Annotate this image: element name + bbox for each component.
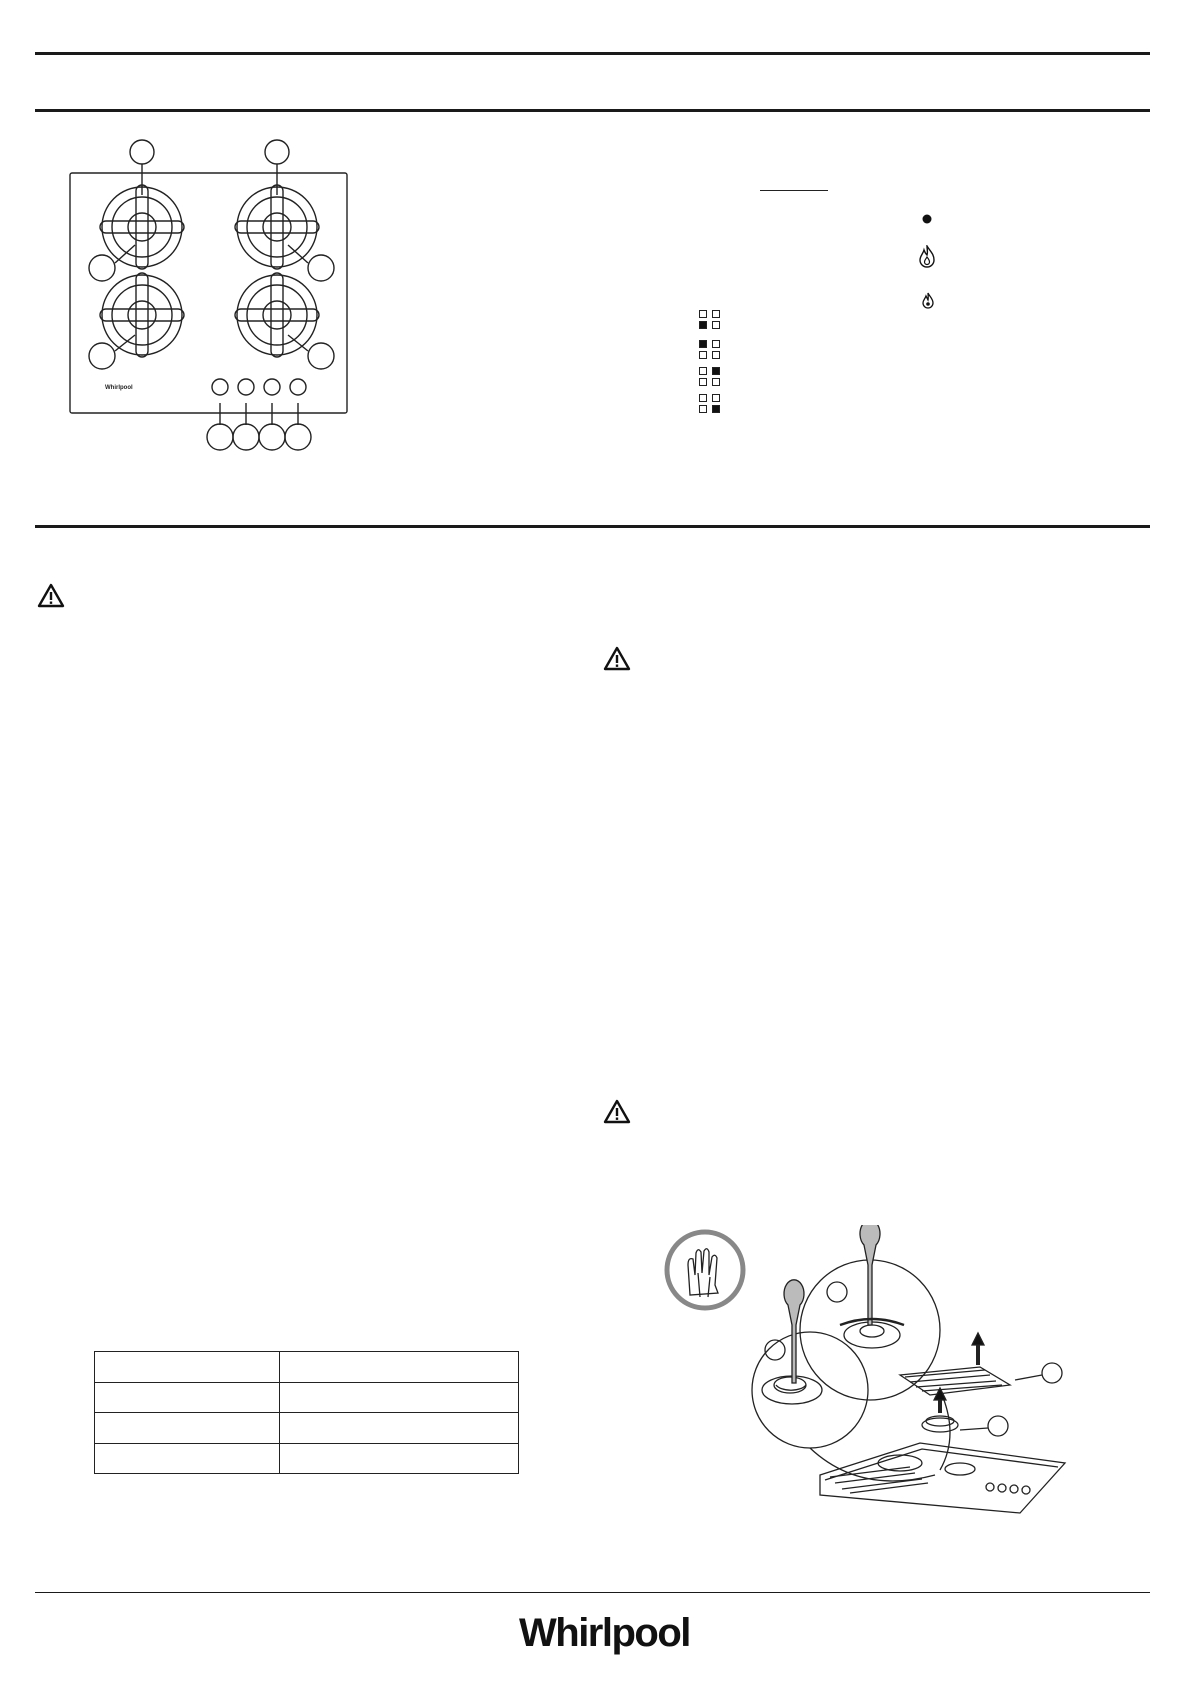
indicator-filled-square xyxy=(712,367,720,375)
indicator-empty-square xyxy=(699,378,707,386)
footer-rule xyxy=(35,1592,1150,1593)
callout-circle xyxy=(827,1282,847,1302)
indicator-grid xyxy=(699,310,723,410)
detail-circle xyxy=(752,1332,868,1448)
warning-triangle-icon xyxy=(603,646,631,672)
callout-circle xyxy=(1042,1363,1062,1383)
table-row xyxy=(95,1443,519,1474)
burner-front-left xyxy=(100,273,184,357)
indicator-empty-square xyxy=(712,378,720,386)
gloves-icon xyxy=(667,1232,743,1308)
indicator-empty-square xyxy=(712,310,720,318)
hob-logo: Whirlpool xyxy=(105,385,133,391)
flame-icon xyxy=(918,245,936,269)
callout-circle xyxy=(988,1416,1008,1436)
top-rule xyxy=(35,52,1150,55)
hob-diagram xyxy=(60,135,360,455)
callout-circle xyxy=(308,343,334,369)
indicator-empty-square xyxy=(712,351,720,359)
section-rule-1 xyxy=(35,109,1150,112)
table-row xyxy=(95,1413,519,1444)
burner-rear-left xyxy=(100,185,184,269)
spec-table xyxy=(94,1351,519,1474)
callout-circle xyxy=(308,255,334,281)
callout-circle xyxy=(130,140,154,164)
heading-underline xyxy=(760,190,828,191)
table-row xyxy=(95,1382,519,1413)
knob xyxy=(290,379,306,395)
callout-circle xyxy=(259,424,285,450)
knob xyxy=(212,379,228,395)
indicator-empty-square xyxy=(712,394,720,402)
hob-outline xyxy=(70,173,347,413)
indicator-empty-square xyxy=(699,351,707,359)
knob xyxy=(264,379,280,395)
indicator-empty-square xyxy=(699,310,707,318)
callout-circle xyxy=(89,343,115,369)
footer-brand-logo: Whirlpool xyxy=(519,1611,690,1655)
indicator-filled-square xyxy=(699,321,707,329)
callout-circle xyxy=(265,140,289,164)
maintenance-illustration xyxy=(660,1225,1100,1515)
indicator-empty-square xyxy=(712,340,720,348)
indicator-empty-square xyxy=(699,394,707,402)
warning-triangle-icon xyxy=(603,1099,631,1125)
indicator-filled-square xyxy=(699,340,707,348)
callout-circle xyxy=(233,424,259,450)
indicator-empty-square xyxy=(699,405,707,413)
table-row xyxy=(95,1352,519,1383)
small-flame-icon xyxy=(921,292,935,310)
burner-front-right xyxy=(235,273,319,357)
warning-triangle-icon xyxy=(37,583,65,609)
indicator-empty-square xyxy=(699,367,707,375)
indicator-filled-square xyxy=(712,405,720,413)
indicator-empty-square xyxy=(712,321,720,329)
section-rule-2 xyxy=(35,525,1150,528)
screwdriver-icon xyxy=(784,1280,804,1383)
callout-circle xyxy=(285,424,311,450)
screwdriver-icon xyxy=(860,1225,880,1325)
filled-dot-icon xyxy=(921,213,933,225)
burner-rear-right xyxy=(235,185,319,269)
callout-circle xyxy=(89,255,115,281)
callout-circle xyxy=(207,424,233,450)
knob xyxy=(238,379,254,395)
